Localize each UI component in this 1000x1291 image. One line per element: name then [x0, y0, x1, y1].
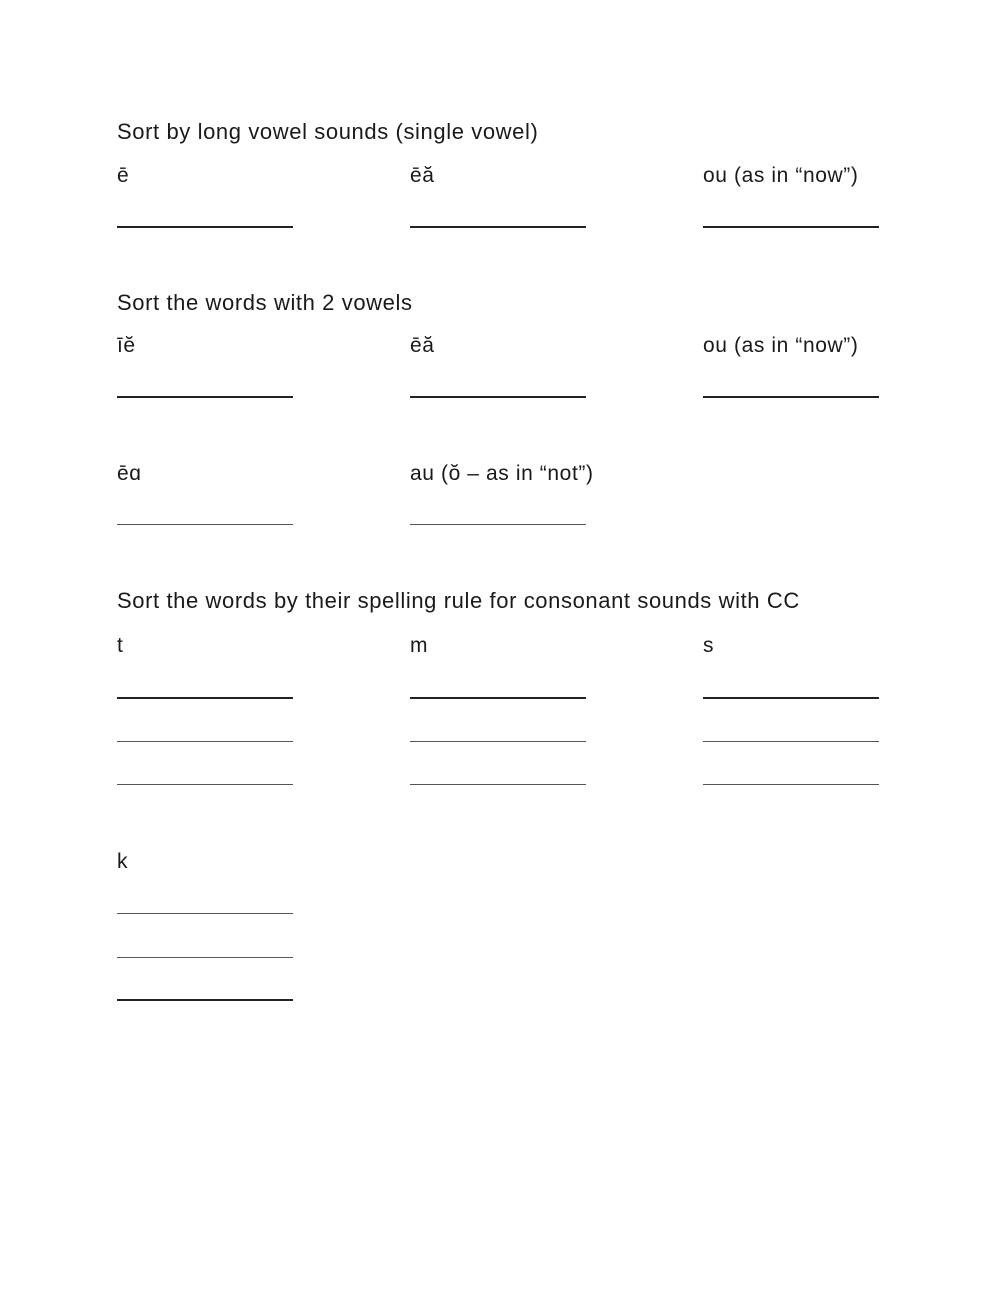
section1-heading: Sort by long vowel sounds (single vowel): [117, 119, 539, 144]
answer-blank[interactable]: [410, 524, 586, 525]
section2-label-3: ou (as in “now”): [703, 334, 859, 357]
section3-label-t: t: [117, 634, 124, 657]
section1-label-2: ēă: [410, 164, 435, 187]
answer-blank[interactable]: [410, 396, 586, 398]
section1-label-1: ē: [117, 164, 130, 187]
answer-blank[interactable]: [703, 396, 879, 398]
section2-label-1: īĕ: [117, 334, 136, 357]
section2-label-4: ēɑ: [117, 462, 142, 485]
answer-blank[interactable]: [117, 524, 293, 525]
answer-blank[interactable]: [410, 741, 586, 742]
answer-blank[interactable]: [117, 741, 293, 742]
answer-blank[interactable]: [703, 784, 879, 785]
section3-label-m: m: [410, 634, 429, 657]
answer-blank[interactable]: [703, 741, 879, 742]
section2-label-2: ēă: [410, 334, 435, 357]
section3-label-k: k: [117, 850, 129, 873]
answer-blank[interactable]: [117, 784, 293, 785]
answer-blank[interactable]: [117, 913, 293, 914]
answer-blank[interactable]: [117, 226, 293, 228]
section2-label-5: au (ŏ – as in “not”): [410, 462, 594, 485]
section3-label-s: s: [703, 634, 715, 657]
answer-blank[interactable]: [117, 697, 293, 699]
answer-blank[interactable]: [117, 957, 293, 958]
answer-blank[interactable]: [410, 226, 586, 228]
section3-heading: Sort the words by their spelling rule for consonant sounds with CC: [117, 588, 800, 613]
answer-blank[interactable]: [703, 226, 879, 228]
answer-blank[interactable]: [410, 697, 586, 699]
answer-blank[interactable]: [703, 697, 879, 699]
section1-label-3: ou (as in “now”): [703, 164, 859, 187]
answer-blank[interactable]: [117, 396, 293, 398]
answer-blank[interactable]: [410, 784, 586, 785]
section2-heading: Sort the words with 2 vowels: [117, 290, 413, 315]
answer-blank[interactable]: [117, 999, 293, 1001]
